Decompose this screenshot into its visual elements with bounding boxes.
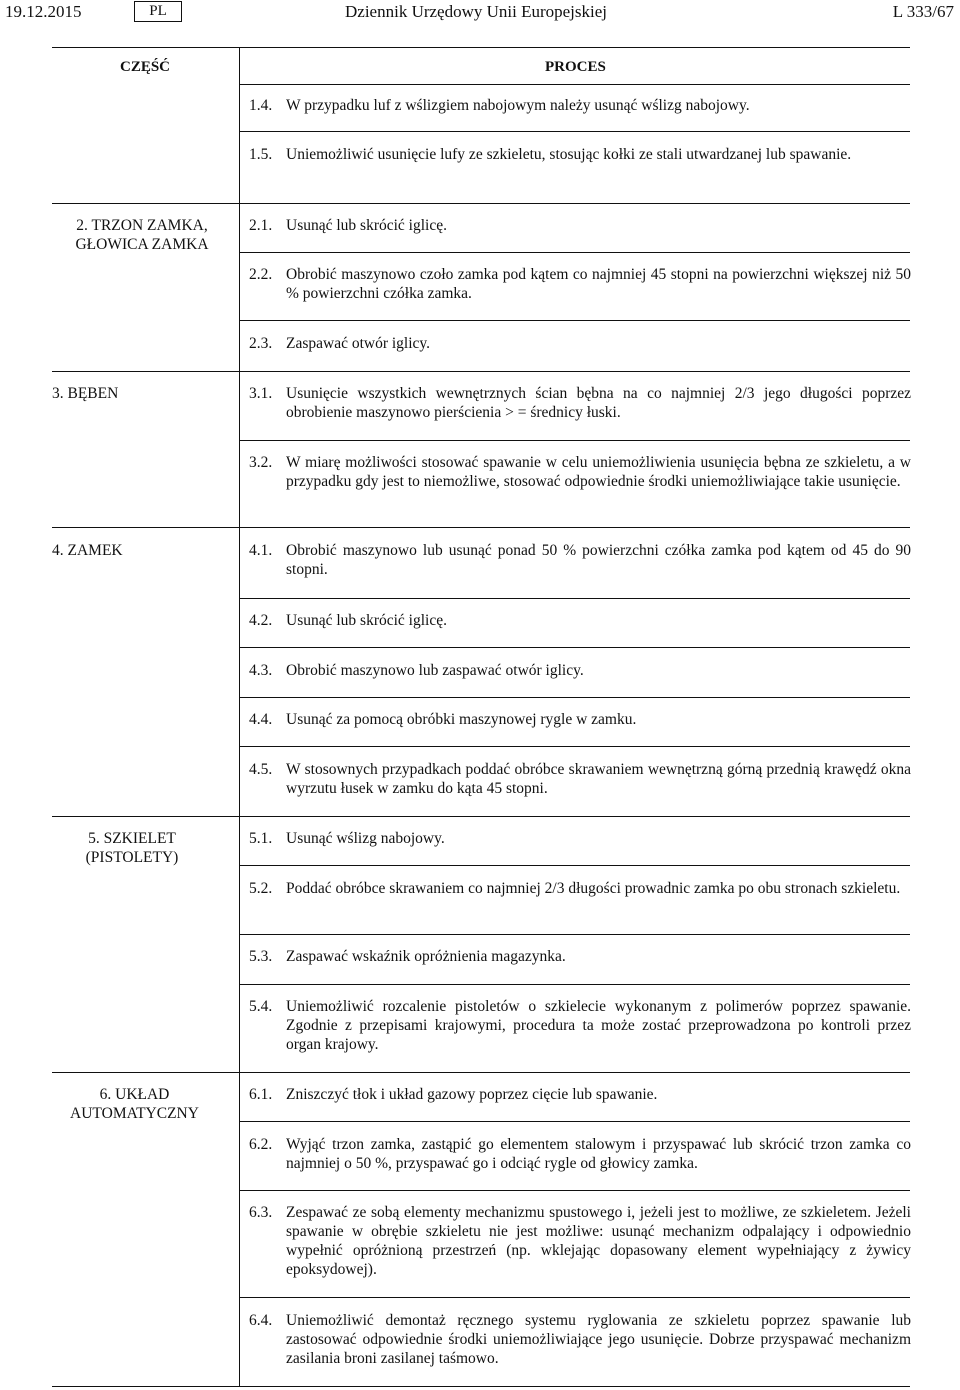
row-separator [239,1297,910,1298]
item-number: 1.4. [249,97,273,114]
part-label: 2. TRZON ZAMKA, GŁOWICA ZAMKA [75,217,209,253]
item-text: W stosownych przypadkach poddać obróbce skrawaniem wewnętrzną górną przednią krawędź okna wyrzutu łusek w zamku do kąta 45 stopni. [286,761,911,797]
item-number: 2.2. [249,266,273,283]
item-text: Usunięcie wszystkich wewnętrznych ścian bębna na co najmniej 2/3 jego długości poprzez obrobienie maszynowo pierścienia > = średnicy łuski. [286,385,911,421]
item-number: 2.1. [249,217,273,234]
item-number: 6.2. [249,1136,273,1153]
item-text: Poddać obróbce skrawaniem co najmniej 2/3 długości prowadnic zamka po obu stronach szkieletu. [286,880,901,897]
item-number: 4.1. [249,542,273,559]
item-text: Usunąć lub skrócić iglicę. [286,612,447,629]
table-top-border [52,47,910,48]
journal-title: Dziennik Urzędowy Unii Europejskiej [345,2,608,21]
row-separator [239,865,910,866]
column-header-process: PROCES [545,59,606,75]
item-text: Usunąć wślizg nabojowy. [286,830,445,847]
item-text: Obrobić maszynowo lub zaspawać otwór iglicy. [286,662,584,679]
item-number: 2.3. [249,335,273,352]
item-text: Obrobić maszynowo czoło zamka pod kątem co najmniej 45 stopni na powierzchni większej niż 50 % powierzchni czółka zamka. [286,266,911,302]
part-label: 6. UKŁAD AUTOMATYCZNY [70,1086,199,1122]
item-number: 3.1. [249,385,273,402]
item-text: Zespawać ze sobą elementy mechanizmu spustowego i, jeżeli jest to możliwe, ze szkieletem. Jeżeli spawanie w obrębie szkieletu nie jest możliwe: usunąć mechanizm odpalający i odpowiednio wypełnić opróżnioną przestrzeń (np. wklejając dopasowany element wypełniający z żywicy epoksydowej). [286,1204,911,1278]
section-separator [52,816,910,817]
part-label: 4. ZAMEK [52,542,123,559]
row-separator [239,697,910,698]
item-number: 6.1. [249,1086,273,1103]
item-number: 6.4. [249,1312,273,1329]
item-number: 3.2. [249,454,273,471]
item-number: 4.2. [249,612,273,629]
page-number: L 333/67 [892,2,954,21]
item-text: Uniemożliwić usunięcie lufy ze szkieletu, stosując kołki ze stali utwardzanej lub spawanie. [286,146,852,163]
part-label: 3. BĘBEN [52,385,119,402]
row-separator [239,984,910,985]
item-text: W przypadku luf z wślizgiem nabojowym należy usunąć wślizg nabojowy. [286,97,750,114]
item-number: 5.2. [249,880,273,897]
section-separator [52,371,910,372]
part-label: 5. SZKIELET (PISTOLETY) [85,830,179,866]
column-header-part: CZĘŚĆ [120,59,171,75]
item-number: 4.5. [249,761,273,778]
section-separator [52,527,910,528]
row-separator [239,934,910,935]
item-number: 5.4. [249,998,273,1015]
item-text: Wyjąć trzon zamka, zastąpić go elementem stalowym i przyspawać lub skrócić trzon zamka co najmniej o 50 %, przyspawać go i odciąć rygle od głowicy zamka. [286,1136,911,1172]
item-text: Zniszczyć tłok i układ gazowy poprzez cięcie lub spawanie. [286,1086,658,1103]
page-header [0,0,960,26]
table-bottom-border [52,1386,910,1387]
row-separator [239,598,910,599]
item-text: Obrobić maszynowo lub usunąć ponad 50 % powierzchni czółka zamka pod kątem od 45 do 90 stopni. [286,542,911,578]
row-separator [239,746,910,747]
section-separator [52,1072,910,1073]
item-number: 6.3. [249,1204,273,1221]
row-separator [239,440,910,441]
header-separator [239,84,910,85]
section-separator [52,203,910,204]
publication-date: 19.12.2015 [5,2,82,21]
row-separator [239,647,910,648]
item-number: 1.5. [249,146,273,163]
item-text: Uniemożliwić demontaż ręcznego systemu ryglowania ze szkieletu poprzez spawanie lub zastosować odpowiednie środki uniemożliwiające jego usunięcie. Dobrze przyspawać mechanizm zasilania broni zasilanej taśmowo. [286,1312,911,1367]
item-text: Zaspawać otwór iglicy. [286,335,431,352]
item-number: 5.3. [249,948,273,965]
item-number: 5.1. [249,830,273,847]
item-text: W miarę możliwości stosować spawanie w celu uniemożliwienia usunięcia bębna ze szkieletu, a w przypadku gdy jest to niemożliwe, stosować odpowiednie środki uniemożliwiające takie usunięcie. [286,454,911,490]
row-separator [239,252,910,253]
row-separator [239,320,910,321]
row-separator [239,131,910,132]
item-text: Zaspawać wskaźnik opróżnienia magazynka. [286,948,566,965]
item-number: 4.3. [249,662,273,679]
row-separator [239,1121,910,1122]
column-divider [239,47,240,1386]
language-badge: PL [134,1,182,22]
item-text: Usunąć lub skrócić iglicę. [286,217,447,234]
row-separator [239,1190,910,1191]
item-text: Uniemożliwić rozcalenie pistoletów o szkielecie wykonanym z polimerów poprzez spawanie. Zgodnie z przepisami krajowymi, procedura ta może zostać przeprowadzona po kontroli przez organ krajowy. [286,998,911,1053]
item-text: Usunąć za pomocą obróbki maszynowej rygle w zamku. [286,711,637,728]
item-number: 4.4. [249,711,273,728]
